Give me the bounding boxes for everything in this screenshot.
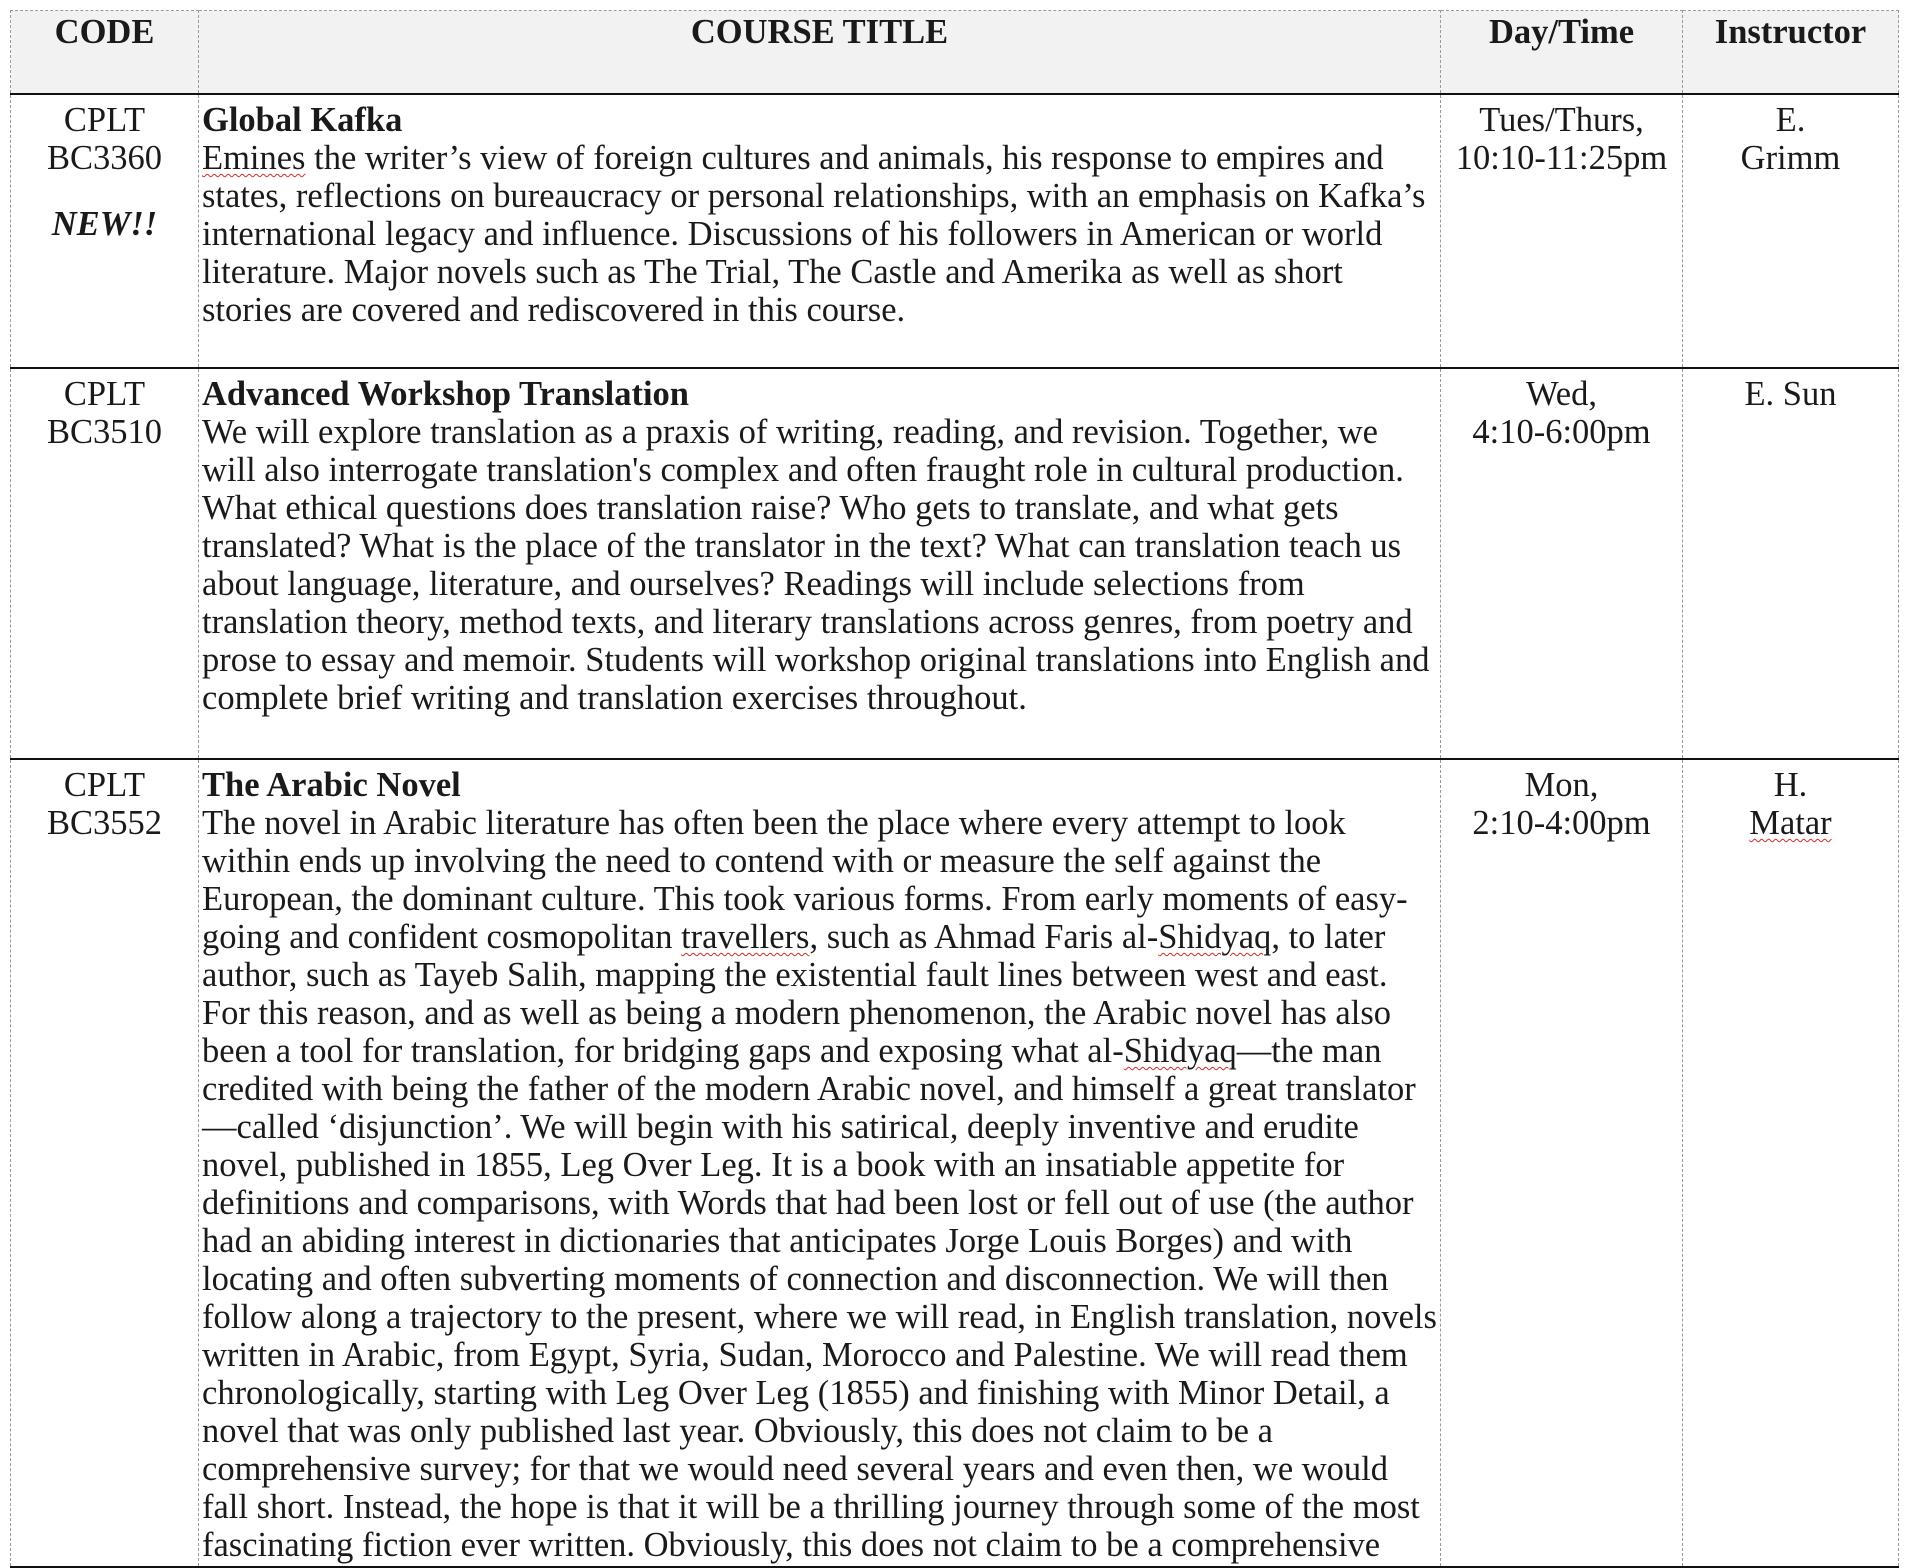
description-text: , such as Ahmad Faris al- xyxy=(809,918,1159,956)
course-code-dept: CPLT xyxy=(63,766,146,804)
misspelled-word: Shidyaq xyxy=(1123,1032,1237,1070)
table-row xyxy=(11,368,1899,759)
instructor-cell xyxy=(1683,759,1899,1567)
day-text: Mon, xyxy=(1524,766,1599,804)
course-description: We will explore translation as a praxis of writing, reading, and revision. Together, we will also interrogate translation's complex and often fraught role in cultural production. What ethical questions does translation raise? Who gets to translate, and what gets translated? What is the place of the translator in the text? What can translation teach us about language, literature, and ourselves? Readings will include selections from translation theory, method texts, and literary translations across genres, from poetry and prose to essay and memoir. Students will workshop original translations into English and complete brief writing and translation exercises throughout. xyxy=(202,413,1430,717)
course-description xyxy=(202,804,1438,1566)
course-title: The Arabic Novel xyxy=(202,766,461,804)
table-row xyxy=(11,94,1899,368)
course-code-cell xyxy=(11,94,199,368)
misspelled-word: Shidyaq xyxy=(1158,918,1272,956)
course-title: Global Kafka xyxy=(202,101,403,139)
table-row xyxy=(11,759,1899,1567)
instructor-name: E. Sun xyxy=(1744,375,1837,413)
course-title-cell xyxy=(199,368,1441,759)
day-text: Wed, xyxy=(1526,375,1597,413)
new-badge: NEW!! xyxy=(51,205,158,243)
course-title-cell xyxy=(199,94,1441,368)
misspelled-word: travellers xyxy=(681,918,810,956)
instructor-surname: Grimm xyxy=(1740,139,1841,177)
time-text: 4:10-6:00pm xyxy=(1472,413,1651,451)
course-title: Advanced Workshop Translation xyxy=(202,375,689,413)
header-row xyxy=(11,11,1899,95)
course-code-number: BC3552 xyxy=(46,804,163,842)
day-text: Tues/Thurs, xyxy=(1479,101,1644,139)
instructor-cell xyxy=(1683,368,1899,759)
misspelled-word: Emines xyxy=(202,139,306,177)
course-description xyxy=(202,139,1438,367)
time-text: 10:10-11:25pm xyxy=(1455,139,1668,177)
time-text: 2:10-4:00pm xyxy=(1472,804,1651,842)
course-code-cell xyxy=(11,759,199,1567)
course-code-number: BC3510 xyxy=(46,413,163,451)
description-text: The novel in Arabic literature has often been the place where every attempt to look within ends up involving the need to contend with or measure the self against the European, the dominant culture. This took various forms. From early moments of easy-going and confident cosmopolitan xyxy=(202,804,1408,956)
instructor-cell xyxy=(1683,94,1899,368)
instructor-surname: Matar xyxy=(1749,804,1832,842)
course-code-dept: CPLT xyxy=(63,101,146,139)
instructor-initial: E. xyxy=(1775,101,1806,139)
course-code-number: BC3360 xyxy=(46,139,163,177)
course-code-dept: CPLT xyxy=(63,375,146,413)
header-code: CODE xyxy=(11,11,199,95)
header-day-time: Day/Time xyxy=(1441,11,1683,95)
day-time-cell xyxy=(1441,368,1683,759)
course-title-cell xyxy=(199,759,1441,1567)
header-course-title: COURSE TITLE xyxy=(199,11,1441,95)
instructor-initial: H. xyxy=(1773,766,1808,804)
description-text: —the man credited with being the father of the modern Arabic novel, and himself a great translator—called ‘disjunction’. We will begin with his satirical, deeply inventive and erudite novel, published in 1855, Leg Over Leg. It is a book with an insatiable appetite for definitions and comparisons, with Words that had been lost or fell out of use (the author had an abiding interest in dictionaries that anticipates Jorge Louis Borges) and with locating and often subverting moments of connection and disconnection. We will then follow along a trajectory to the present, where we will read, in English translation, novels written in Arabic, from Egypt, Syria, Sudan, Morocco and Palestine. We will read them chronologically, starting with Leg Over Leg (1855) and finishing with Minor Detail, a novel that was only published last year. Obviously, this does not claim to be a comprehensive survey; for that we would need several years and even then, we would fall short. Instead, the hope is that it will be a thrilling journey through some of the most fascinating fiction ever written. Obviously, this does not claim to be a comprehensive xyxy=(202,1032,1437,1564)
day-time-cell xyxy=(1441,94,1683,368)
description-text: , to later author, such as Tayeb Salih, mapping the existential fault lines between west and east. For this reason, and as well as being a modern phenomenon, the Arabic novel has also been a tool for translation, for bridging gaps and exposing what al- xyxy=(202,918,1392,1070)
course-table xyxy=(10,10,1899,1568)
description-text: the writer’s view of foreign cultures and animals, his response to empires and states, reflections on bureaucracy or personal relationships, with an emphasis on Kafka’s international legacy and influence. Discussions of his followers in American or world literature. Major novels such as The Trial, The Castle and Amerika as well as short stories are covered and rediscovered in this course. xyxy=(202,139,1426,329)
day-time-cell xyxy=(1441,759,1683,1567)
course-code-cell xyxy=(11,368,199,759)
header-instructor: Instructor xyxy=(1683,11,1899,95)
